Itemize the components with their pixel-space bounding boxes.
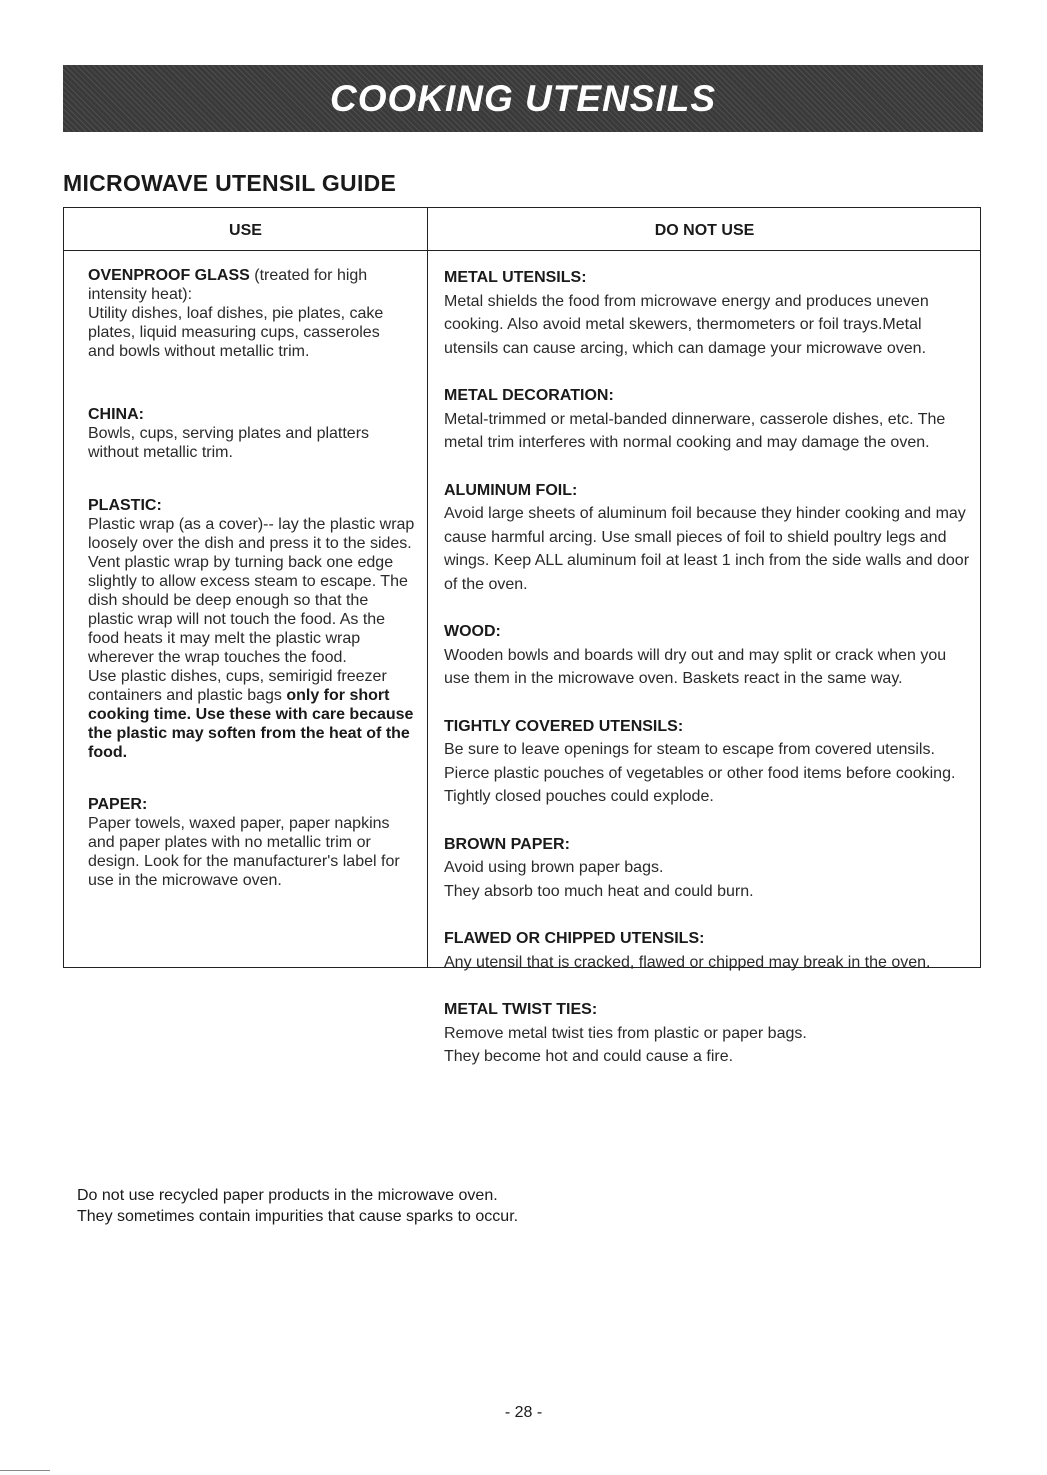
metal-decoration-heading: METAL DECORATION:: [444, 387, 614, 404]
metal-utensils-text: Metal shields the food from microwave energy and produces uneven cooking. Also avoid metal skewers, thermometers or foil trays.Metal utensils can cause arcing, which can damage your microwave oven.: [444, 292, 929, 357]
paper-heading: PAPER:: [88, 796, 148, 813]
metal-decoration-entry: [444, 384, 974, 455]
use-column-header: USE: [229, 222, 262, 239]
brown-paper-entry: [444, 833, 974, 904]
metal-utensils-entry: [444, 266, 974, 360]
plastic-entry: [88, 496, 418, 762]
tightly-covered-entry: [444, 715, 974, 809]
aluminum-heading: ALUMINUM FOIL:: [444, 481, 578, 499]
footer-line-2: They sometimes contain impurities that cause sparks to occur.: [77, 1208, 519, 1225]
ovenproof-text: Utility dishes, loaf dishes, pie plates, cake plates, liquid measuring cups, casseroles and bowls without metallic trim.: [88, 305, 384, 360]
page-number: - 28 -: [504, 1404, 543, 1421]
column-divider: [427, 208, 428, 967]
plastic-heading: PLASTIC:: [88, 497, 162, 514]
paper-entry: [88, 795, 418, 890]
china-text: Bowls, cups, serving plates and platters without metallic trim.: [88, 425, 370, 461]
twist-text-1: Remove metal twist ties from plastic or paper bags.: [444, 1024, 807, 1042]
banner-title: COOKING UTENSILS: [329, 77, 717, 119]
plastic-text-3: Use plastic dishes, cups, semirigid freezer containers and plastic bags: [88, 668, 387, 704]
twist-ties-entry: [444, 998, 974, 1069]
section-title: MICROWAVE UTENSIL GUIDE: [63, 170, 397, 196]
aluminum-text: Avoid large sheets of aluminum foil because they hinder cooking and may cause harmful arcing. Use small pieces of foil to shield poultry legs and wings. Keep ALL aluminum foil at least 1 inch from the side walls and door of the oven.: [444, 505, 970, 593]
metal-utensils-heading: METAL UTENSILS:: [444, 269, 587, 286]
twist-heading: METAL TWIST TIES:: [444, 1001, 598, 1018]
ovenproof-heading: OVENPROOF GLASS: [88, 267, 250, 284]
china-entry: [88, 405, 418, 462]
wood-entry: [444, 620, 974, 691]
flawed-entry: [444, 927, 974, 974]
paper-text: Paper towels, waxed paper, paper napkins and paper plates with no metallic trim or design. Look for the manufacturer's label for use in the microwave oven.: [88, 815, 400, 889]
page-banner: [63, 65, 983, 132]
plastic-text-1: Plastic wrap (as a cover)-- lay the plastic wrap loosely over the dish and press it to the sides.: [88, 516, 415, 552]
scan-edge-line: [0, 1470, 50, 1471]
footer-note: [77, 1185, 518, 1227]
tightly-heading: TIGHTLY COVERED UTENSILS:: [444, 717, 684, 735]
metal-decoration-text: Metal-trimmed or metal-banded dinnerware, casserole dishes, etc. The metal trim interferes with normal cooking and may damage the oven.: [444, 410, 946, 451]
tightly-text: Be sure to leave openings for steam to escape from covered utensils. Pierce plastic pouches of vegetables or other food items before cooking. Tightly closed pouches could explode.: [444, 741, 956, 805]
wood-heading: WOOD:: [444, 623, 501, 640]
aluminum-foil-entry: [444, 479, 974, 597]
brown-text-2: They absorb too much heat and could burn.: [444, 882, 754, 900]
do-not-use-column: [444, 266, 974, 1069]
utensil-table: [63, 207, 981, 1065]
header-divider: [64, 250, 980, 251]
ovenproof-glass-entry: [88, 266, 418, 361]
flawed-heading: FLAWED OR CHIPPED UTENSILS:: [444, 930, 705, 947]
wood-text: Wooden bowls and boards will dry out and may split or crack when you use them in the microwave oven. Baskets react in the same way.: [444, 646, 947, 687]
use-column: [88, 266, 418, 890]
brown-text-1: Avoid using brown paper bags.: [444, 859, 664, 876]
china-heading: CHINA:: [88, 406, 144, 423]
plastic-text-2: Vent plastic wrap by turning back one edge slightly to allow excess steam to escape. The dish should be deep enough so that the plastic wrap will not touch the food. As the food heats it may melt the plastic wrap wherever the wrap touches the food.: [88, 554, 408, 666]
plastic-warning: only for short cooking time. Use these with care because the plastic may soften from the heat of the food.: [88, 687, 414, 761]
flawed-text: Any utensil that is cracked, flawed or chipped may break in the oven.: [444, 953, 931, 971]
do-not-use-column-header: DO NOT USE: [654, 222, 755, 239]
footer-line-1: Do not use recycled paper products in the microwave oven.: [77, 1187, 498, 1204]
brown-heading: BROWN PAPER:: [444, 835, 570, 853]
twist-text-2: They become hot and could cause a fire.: [444, 1048, 734, 1065]
ovenproof-note: (treated for high intensity heat):: [88, 267, 368, 303]
